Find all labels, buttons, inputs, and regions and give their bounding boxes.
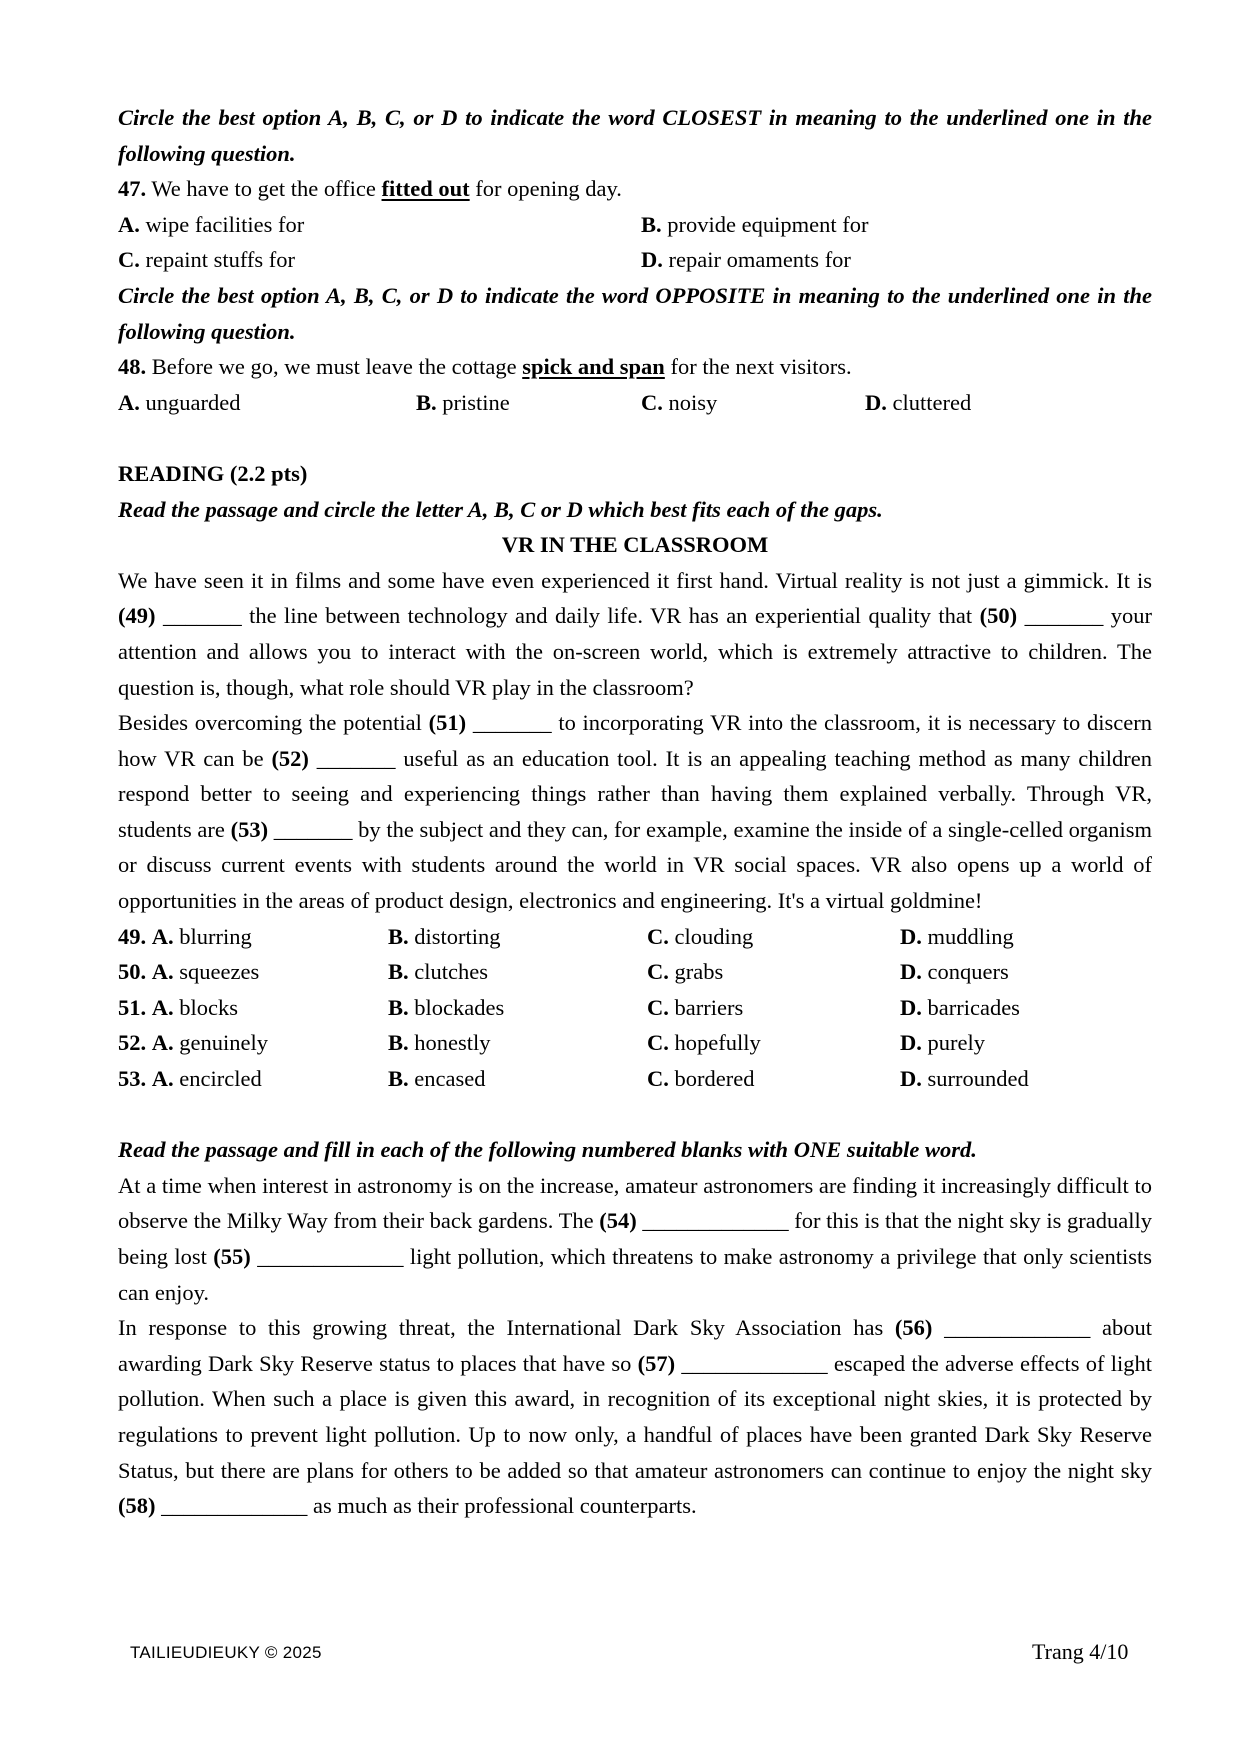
option-text: repair omaments for xyxy=(662,247,851,273)
reading-instruction: Read the passage and circle the letter A, B, C or D which best fits each of the gaps. xyxy=(118,496,883,522)
option-letter: D. xyxy=(641,247,663,273)
q47-options-row-2 xyxy=(118,242,1152,278)
passage-text: _____________ about awarding Dark Sky Reserve status to places that have so xyxy=(118,1315,1152,1376)
option-letter: D. xyxy=(900,1066,922,1092)
passage-text: _______ to incorporating VR into the classroom, it is necessary to discern how VR can be xyxy=(118,710,1152,771)
option-a[interactable] xyxy=(118,919,252,955)
passage-text: _______ the line between technology and daily life. VR has an experiential quality that xyxy=(155,603,980,629)
option-text: clouding xyxy=(668,923,754,949)
spacer xyxy=(118,420,1152,456)
option-letter: A. xyxy=(151,959,174,985)
option-letter: A. xyxy=(151,994,174,1020)
option-letter: A. xyxy=(151,923,174,949)
option-a[interactable] xyxy=(118,990,238,1026)
option-letter: C. xyxy=(647,1066,669,1092)
blank-56[interactable]: (56) xyxy=(894,1315,933,1341)
option-letter: B. xyxy=(416,389,437,415)
option-c[interactable] xyxy=(641,385,717,421)
option-a[interactable] xyxy=(118,207,304,243)
passage-text: _____________ for this is that the night sky is gradually being lost xyxy=(118,1208,1152,1269)
question-text: Before we go, we must leave the cottage xyxy=(146,354,523,380)
passage-text: _______ useful as an education tool. It is an appealing teaching method as many children respond better to seeing and experiencing things rather than having them explained verbally. Through VR, students are xyxy=(118,745,1152,842)
option-d[interactable] xyxy=(865,385,971,421)
option-text: blurring xyxy=(173,923,252,949)
question-51-options xyxy=(118,990,1152,1026)
option-text: provide equipment for xyxy=(661,211,869,237)
option-c[interactable] xyxy=(647,919,753,955)
question-number: 51. xyxy=(118,994,147,1020)
option-letter: B. xyxy=(388,959,409,985)
q47-instruction: Circle the best option A, B, C, or D to indicate the word CLOSEST in meaning to the underlined one in the following question. xyxy=(118,105,1152,166)
option-letter: D. xyxy=(900,923,922,949)
gap-51: (51) xyxy=(428,710,467,736)
blank-57[interactable]: (57) xyxy=(637,1350,676,1376)
option-text: purely xyxy=(921,1030,985,1056)
underlined-phrase: spick and span xyxy=(522,354,665,380)
passage-text: _____________ escaped the adverse effects of light pollution. When such a place is given this award, in recognition of its exceptional night skies, it is protected by regulations to prevent light pollution. Up to now only, a handful of places have been granted Dark Sky Reserve Status, but there are plans for others to be added so that amateur astronomers can continue to enjoy the night sky xyxy=(118,1350,1152,1483)
option-text: unguarded xyxy=(139,389,241,415)
question-52-options xyxy=(118,1025,1152,1061)
option-letter: A. xyxy=(118,389,140,415)
q47-options-row-1 xyxy=(118,207,1152,243)
option-c[interactable] xyxy=(647,954,723,990)
blank-58[interactable]: (58) xyxy=(118,1493,156,1519)
option-d[interactable] xyxy=(641,242,851,278)
option-letter: C. xyxy=(118,247,140,273)
question-48 xyxy=(118,349,1152,385)
gap-53: (53) xyxy=(230,816,269,842)
option-text: barriers xyxy=(668,994,744,1020)
option-letter: C. xyxy=(647,959,669,985)
option-b[interactable] xyxy=(641,207,868,243)
page-number: Trang 4/10 xyxy=(1032,1639,1129,1664)
option-letter: B. xyxy=(388,923,409,949)
option-letter: B. xyxy=(641,211,662,237)
option-text: hopefully xyxy=(668,1030,761,1056)
option-d[interactable] xyxy=(900,954,1009,990)
option-text: encircled xyxy=(173,1066,262,1092)
option-b[interactable] xyxy=(416,385,510,421)
cloze-instruction: Read the passage and fill in each of the following numbered blanks with ONE suitable word. xyxy=(118,1137,977,1163)
option-d[interactable] xyxy=(900,1061,1029,1097)
question-50-options xyxy=(118,954,1152,990)
question-number: 48. xyxy=(118,354,147,380)
question-text: for opening day. xyxy=(469,176,622,202)
question-number: 52. xyxy=(118,1030,147,1056)
question-number: 53. xyxy=(118,1066,147,1092)
option-text: noisy xyxy=(662,389,718,415)
option-text: repaint stuffs for xyxy=(139,247,296,273)
passage-text: We have seen it in films and some have even experienced it first hand. Virtual reality is not just a gimmick. It is xyxy=(118,567,1152,593)
option-letter: D. xyxy=(900,1030,922,1056)
passage-text: _____________ light pollution, which threatens to make astronomy a privilege that only scientists can enjoy. xyxy=(118,1244,1152,1305)
option-letter: D. xyxy=(900,994,922,1020)
option-text: bordered xyxy=(668,1066,755,1092)
option-letter: C. xyxy=(647,994,669,1020)
option-text: distorting xyxy=(408,923,501,949)
question-number: 49. xyxy=(118,923,147,949)
option-letter: C. xyxy=(647,1030,669,1056)
cloze-paragraph-1 xyxy=(118,1168,1152,1310)
option-letter: C. xyxy=(647,923,669,949)
option-text: grabs xyxy=(668,959,724,985)
question-text: for the next visitors. xyxy=(664,354,852,380)
reading-heading: READING (2.2 pts) xyxy=(118,460,308,486)
option-d[interactable] xyxy=(900,990,1020,1026)
q48-options-row xyxy=(118,385,1152,421)
option-c[interactable] xyxy=(647,1025,761,1061)
option-b[interactable] xyxy=(388,919,501,955)
gap-50: (50) xyxy=(979,603,1018,629)
option-text: genuinely xyxy=(173,1030,268,1056)
passage-text: _______ your attention and allows you to interact with the on-screen world, which is extremely attractive to children. The question is, though, what role should VR play in the classroom? xyxy=(118,603,1153,700)
option-d[interactable] xyxy=(900,919,1014,955)
option-letter: C. xyxy=(641,389,663,415)
option-letter: B. xyxy=(388,1066,409,1092)
question-47 xyxy=(118,171,1152,207)
question-text: We have to get the office xyxy=(146,176,382,202)
exam-page xyxy=(118,100,1152,1524)
passage-title: VR IN THE CLASSROOM xyxy=(501,532,769,558)
reading-paragraph-1 xyxy=(118,563,1152,705)
option-text: wipe facilities for xyxy=(139,211,305,237)
question-49-options xyxy=(118,919,1152,955)
reading-paragraph-2 xyxy=(118,705,1152,919)
option-letter: D. xyxy=(900,959,922,985)
option-letter: A. xyxy=(151,1030,174,1056)
option-letter: B. xyxy=(388,994,409,1020)
option-text: squeezes xyxy=(173,959,260,985)
option-b[interactable] xyxy=(388,990,504,1026)
option-b[interactable] xyxy=(388,1061,485,1097)
option-a[interactable] xyxy=(118,954,259,990)
option-d[interactable] xyxy=(900,1025,985,1061)
option-text: cluttered xyxy=(886,389,972,415)
footer-copyright: TAILIEUDIEUKY © 2025 xyxy=(130,1643,322,1662)
option-a[interactable] xyxy=(118,1061,262,1097)
option-text: barricades xyxy=(921,994,1020,1020)
option-c[interactable] xyxy=(647,1061,754,1097)
passage-text: In response to this growing threat, the International Dark Sky Association has xyxy=(118,1315,895,1341)
option-letter: A. xyxy=(118,211,140,237)
option-text: surrounded xyxy=(921,1066,1029,1092)
spacer xyxy=(118,1097,1152,1133)
question-number: 50. xyxy=(118,959,147,985)
option-letter: B. xyxy=(388,1030,409,1056)
option-b[interactable] xyxy=(388,1025,491,1061)
option-text: blocks xyxy=(173,994,238,1020)
question-53-options xyxy=(118,1061,1152,1097)
passage-text: _____________ as much as their professional counterparts. xyxy=(155,1493,697,1519)
gap-52: (52) xyxy=(271,745,309,771)
option-a[interactable] xyxy=(118,385,240,421)
passage-text: Besides overcoming the potential xyxy=(118,710,429,736)
gap-49: (49) xyxy=(118,603,156,629)
option-text: blockades xyxy=(408,994,505,1020)
option-text: pristine xyxy=(436,389,510,415)
passage-text: _______ by the subject and they can, for example, examine the inside of a single-celled organism or discuss current events with students around the world in VR social spaces. VR also opens up a world of opportunities in the areas of product design, electronics and engineering. It's a virtual goldmine! xyxy=(118,816,1152,914)
option-text: clutches xyxy=(408,959,488,985)
cloze-paragraph-2 xyxy=(118,1310,1152,1524)
option-b[interactable] xyxy=(388,954,488,990)
option-text: encased xyxy=(408,1066,486,1092)
option-a[interactable] xyxy=(118,1025,268,1061)
option-c[interactable] xyxy=(647,990,743,1026)
passage-text: At a time when interest in astronomy is on the increase, amateur astronomers are finding it increasingly difficult to observe the Milky Way from their back gardens. The xyxy=(118,1172,1152,1234)
option-text: conquers xyxy=(921,959,1009,985)
question-number: 47. xyxy=(118,176,147,202)
option-c[interactable] xyxy=(118,242,295,278)
option-letter: A. xyxy=(151,1066,174,1092)
option-letter: D. xyxy=(865,389,887,415)
blank-55[interactable]: (55) xyxy=(213,1244,251,1269)
underlined-phrase: fitted out xyxy=(381,176,470,202)
q48-instruction: Circle the best option A, B, C, or D to indicate the word OPPOSITE in meaning to the underlined one in the following question. xyxy=(118,282,1152,344)
option-text: honestly xyxy=(408,1030,491,1056)
blank-54[interactable]: (54) xyxy=(599,1208,637,1234)
option-text: muddling xyxy=(921,923,1014,949)
